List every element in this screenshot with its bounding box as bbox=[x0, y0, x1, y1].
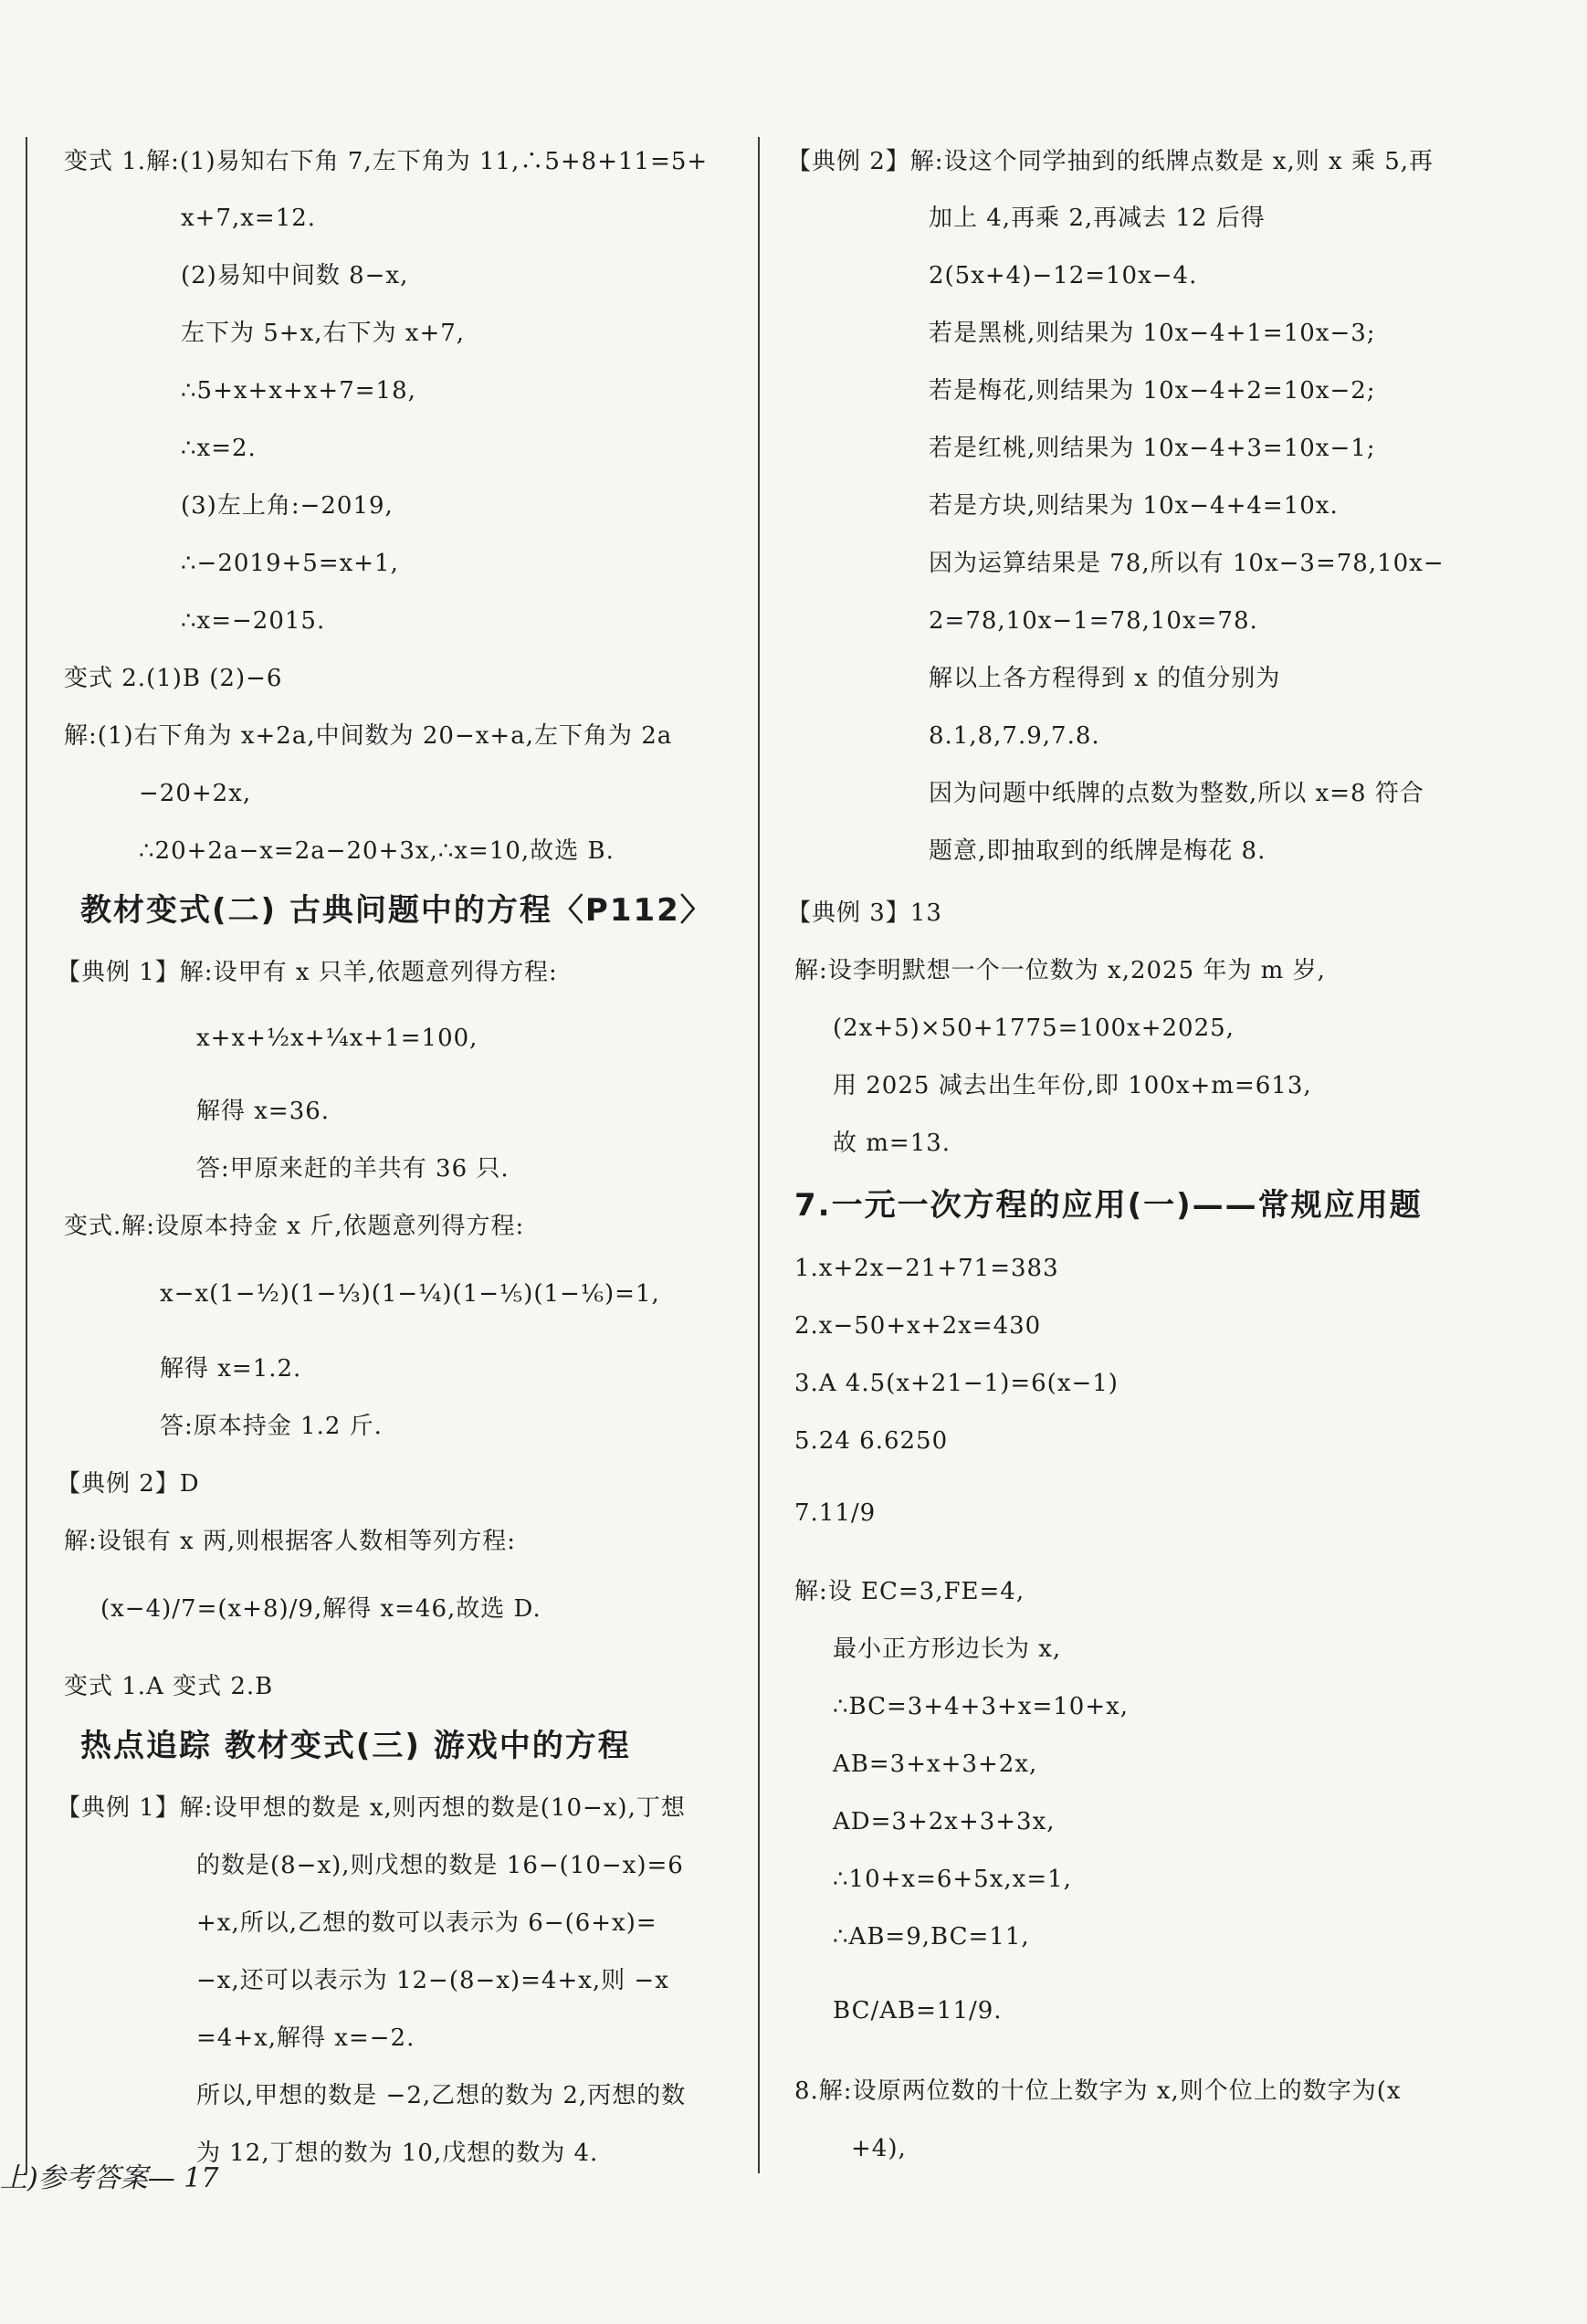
equation-line: BC/AB=11/9. bbox=[833, 1997, 1003, 2024]
text-line: 5.24 6.6250 bbox=[794, 1427, 949, 1455]
text-line: 因为问题中纸牌的点数为整数,所以 x=8 符合 bbox=[929, 780, 1424, 807]
text-line: 解:设银有 x 两,则根据客人数相等列方程: bbox=[64, 1528, 516, 1555]
text-line: 题意,即抽取到的纸牌是梅花 8. bbox=[929, 837, 1266, 865]
text-line: 解:(1)右下角为 x+2a,中间数为 20−x+a,左下角为 2a bbox=[64, 722, 673, 750]
text-line: ∴x=2. bbox=[181, 435, 257, 462]
text-line: ∴x=−2015. bbox=[181, 607, 326, 635]
text-line: −x,还可以表示为 12−(8−x)=4+x,则 −x bbox=[196, 1967, 669, 1994]
text-line: −20+2x, bbox=[139, 780, 252, 807]
text-line: 解:设 EC=3,FE=4, bbox=[794, 1578, 1025, 1605]
text-line: 的数是(8−x),则戊想的数是 16−(10−x)=6 bbox=[196, 1852, 684, 1879]
text-line: ∴BC=3+4+3+x=10+x, bbox=[833, 1693, 1130, 1720]
text-line: 为 12,丁想的数为 10,戊想的数为 4. bbox=[196, 2140, 599, 2167]
text-line: 用 2025 减去出生年份,即 100x+m=613, bbox=[833, 1072, 1312, 1099]
equation-line: x−x(1−½)(1−⅓)(1−¼)(1−⅕)(1−⅙)=1, bbox=[160, 1280, 660, 1308]
text-line: 若是梅花,则结果为 10x−4+2=10x−2; bbox=[929, 377, 1376, 405]
text-line: (3)左上角:−2019, bbox=[181, 492, 394, 520]
section-heading: 热点追踪 教材变式(三) 游戏中的方程 bbox=[80, 1728, 631, 1764]
text-line: +4), bbox=[851, 2135, 907, 2162]
text-line: x+7,x=12. bbox=[181, 205, 317, 232]
text-line: 【典例 2】D bbox=[57, 1470, 200, 1498]
section-heading: 教材变式(二) 古典问题中的方程〈P112〉 bbox=[80, 892, 713, 929]
text-line: 8.解:设原两位数的十位上数字为 x,则个位上的数字为(x bbox=[794, 2077, 1402, 2105]
text-line: 变式 2.(1)B (2)−6 bbox=[64, 665, 283, 692]
text-line: 解得 x=1.2. bbox=[160, 1355, 302, 1383]
equation-line: (x−4)/7=(x+8)/9,解得 x=46,故选 D. bbox=[100, 1595, 541, 1623]
text-line: 故 m=13. bbox=[833, 1130, 951, 1157]
text-line: 7.11/9 bbox=[794, 1499, 877, 1527]
text-line: 若是红桃,则结果为 10x−4+3=10x−1; bbox=[929, 435, 1376, 462]
text-line: ∴10+x=6+5x,x=1, bbox=[833, 1866, 1072, 1893]
equation-line: x+x+½x+¼x+1=100, bbox=[196, 1025, 478, 1052]
text-line: ∴5+x+x+x+7=18, bbox=[181, 377, 416, 405]
text-line: ∴20+2a−x=2a−20+3x,∴x=10,故选 B. bbox=[139, 837, 615, 865]
text-line: ∴−2019+5=x+1, bbox=[181, 550, 399, 577]
text-line: 若是黑桃,则结果为 10x−4+1=10x−3; bbox=[929, 320, 1376, 347]
column-divider bbox=[758, 137, 760, 2173]
text-line: 【典例 1】解:设甲想的数是 x,则丙想的数是(10−x),丁想 bbox=[57, 1794, 686, 1822]
text-line: 解得 x=36. bbox=[196, 1098, 331, 1125]
text-line: 答:原本持金 1.2 斤. bbox=[160, 1413, 383, 1440]
page-footer: 上)参考答案— 17 bbox=[0, 2162, 219, 2194]
text-line: 2.x−50+x+2x=430 bbox=[794, 1312, 1042, 1340]
text-line: 所以,甲想的数是 −2,乙想的数为 2,丙想的数 bbox=[196, 2082, 687, 2109]
text-line: 答:甲原来赶的羊共有 36 只. bbox=[196, 1155, 510, 1183]
text-line: 变式 1.A 变式 2.B bbox=[64, 1673, 274, 1700]
text-line: 【典例 2】解:设这个同学抽到的纸牌点数是 x,则 x 乘 5,再 bbox=[787, 148, 1435, 175]
text-line: (2)易知中间数 8−x, bbox=[181, 262, 409, 289]
left-margin-rule bbox=[26, 137, 27, 2173]
text-line: ∴AB=9,BC=11, bbox=[833, 1923, 1030, 1951]
text-line: +x,所以,乙想的数可以表示为 6−(6+x)= bbox=[196, 1909, 657, 1937]
text-line: 3.A 4.5(x+21−1)=6(x−1) bbox=[794, 1370, 1119, 1397]
text-line: 解:设李明默想一个一位数为 x,2025 年为 m 岁, bbox=[794, 957, 1326, 984]
text-line: 变式.解:设原本持金 x 斤,依题意列得方程: bbox=[64, 1213, 525, 1240]
text-line: 解以上各方程得到 x 的值分别为 bbox=[929, 665, 1281, 692]
text-line: 左下为 5+x,右下为 x+7, bbox=[181, 320, 466, 347]
text-line: 8.1,8,7.9,7.8. bbox=[929, 722, 1100, 750]
text-line: (2x+5)×50+1775=100x+2025, bbox=[833, 1015, 1235, 1042]
text-line: 因为运算结果是 78,所以有 10x−3=78,10x− bbox=[929, 550, 1445, 577]
section-heading: 7.一元一次方程的应用(一)——常规应用题 bbox=[794, 1187, 1423, 1224]
text-line: 【典例 1】解:设甲有 x 只羊,依题意列得方程: bbox=[57, 959, 558, 986]
text-line: 【典例 3】13 bbox=[787, 899, 942, 927]
text-line: 最小正方形边长为 x, bbox=[833, 1635, 1062, 1663]
text-line: AB=3+x+3+2x, bbox=[833, 1751, 1038, 1778]
text-line: AD=3+2x+3+3x, bbox=[833, 1808, 1056, 1835]
text-line: =4+x,解得 x=−2. bbox=[196, 2024, 415, 2052]
text-line: 1.x+2x−21+71=383 bbox=[794, 1255, 1059, 1282]
text-line: 加上 4,再乘 2,再减去 12 后得 bbox=[929, 205, 1266, 232]
text-line: 若是方块,则结果为 10x−4+4=10x. bbox=[929, 492, 1339, 520]
text-line: 2(5x+4)−12=10x−4. bbox=[929, 262, 1198, 289]
text-line: 变式 1.解:(1)易知右下角 7,左下角为 11,∴5+8+11=5+ bbox=[64, 148, 709, 175]
text-line: 2=78,10x−1=78,10x=78. bbox=[929, 607, 1258, 635]
